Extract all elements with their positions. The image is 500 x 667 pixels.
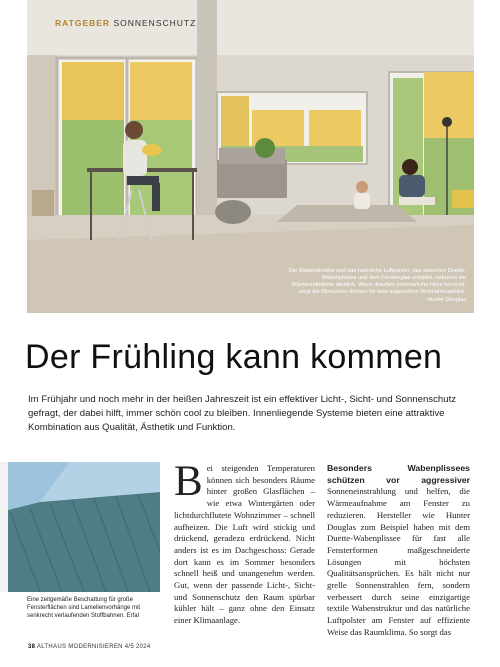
drop-cap: B [174,458,203,505]
column-2-paragraph [327,463,470,639]
column-2-text: Sonneneinstrahlung und helfen, die Wärmeaufnahme am Fenster zu reduzieren. Hersteller wie Hunter Douglas zum Beispiel haben mit dem Duette-Wabenplissee für fast alle Fensterformen maßgeschneiderte Lösungen mit höchsten Qualitätsansprüchen. Es hält nicht nur grelle Sonnenstrahlen fern, sondern verbessert durch seine einzigartige textile Wabenstruktur und das natürliche Luftpolster am Fenster auf effiziente Weise das Raumklima. So sorgt das [327,486,470,637]
section-label-main: RATGEBER [55,18,111,28]
article-column-2 [327,463,470,639]
page-number: 38 [28,644,36,650]
section-label [55,18,196,28]
hero-caption: Die Wabenstruktur und das natürliche Luftpolster, das zwischen Duette-Wabenplissee und dem Fensterglas entsteht, reduziert die Wärmeaufnahme deutlich. Wenn draußen sommerliche Hitze herrscht, sorgt die Klimazone drinnen für eine angenehme Wohnatmosphäre. Hunter Douglas [288,267,466,303]
side-caption: Eine zeitgemäße Beschattung für große Fensterflächen sind Lamellenvorhänge mit senkrecht verlaufenden Stoffbahnen. Erfal [27,597,141,619]
skylight-blinds-illustration [0,462,160,592]
living-room-illustration [27,0,474,313]
article-title: Der Frühling kann kommen [25,338,443,376]
hero-photo [27,0,474,313]
column-1-paragraph [174,458,315,627]
side-photo [0,462,160,592]
article-column-1 [174,458,315,627]
column-2-subhead: Besonders Wabenplissees schützen vor aggressiver [327,463,470,485]
section-label-topic: SONNENSCHUTZ [113,18,197,28]
page-footer [28,644,151,650]
article-lead: Im Frühjahr und noch mehr in der heißen Jahreszeit ist ein effektiver Licht-, Sicht- und Sonnenschutz gefragt, der dabei hilft, immer schön cool zu bleiben. Innenliegende Systeme bieten eine attraktive Kombination aus Qualität, Ästhetik und Funktion. [28,394,457,434]
column-1-text: ei steigenden Temperaturen können sich besonders Räume hinter großen Glasflächen – wie etwa Wintergärten oder lichtdurchflutete Wohnzimmer – schnell aufheizen. Die Luft wird stickig und drückend, geradezu erdrückend. Nicht anders ist es im Dachgeschoss: Gerade dort kann es im Sommer besonders schnell heiß und unangenehm werden. Gut, wenn der passende Licht-, Sicht- und Sonnenschutz den Raum spürbar kühler hält – ganz ohne den Einsatz einer Klimaanlage. [174,463,315,626]
magazine-name: ALTHAUS MODERNISIEREN 4/5 2024 [36,644,151,650]
